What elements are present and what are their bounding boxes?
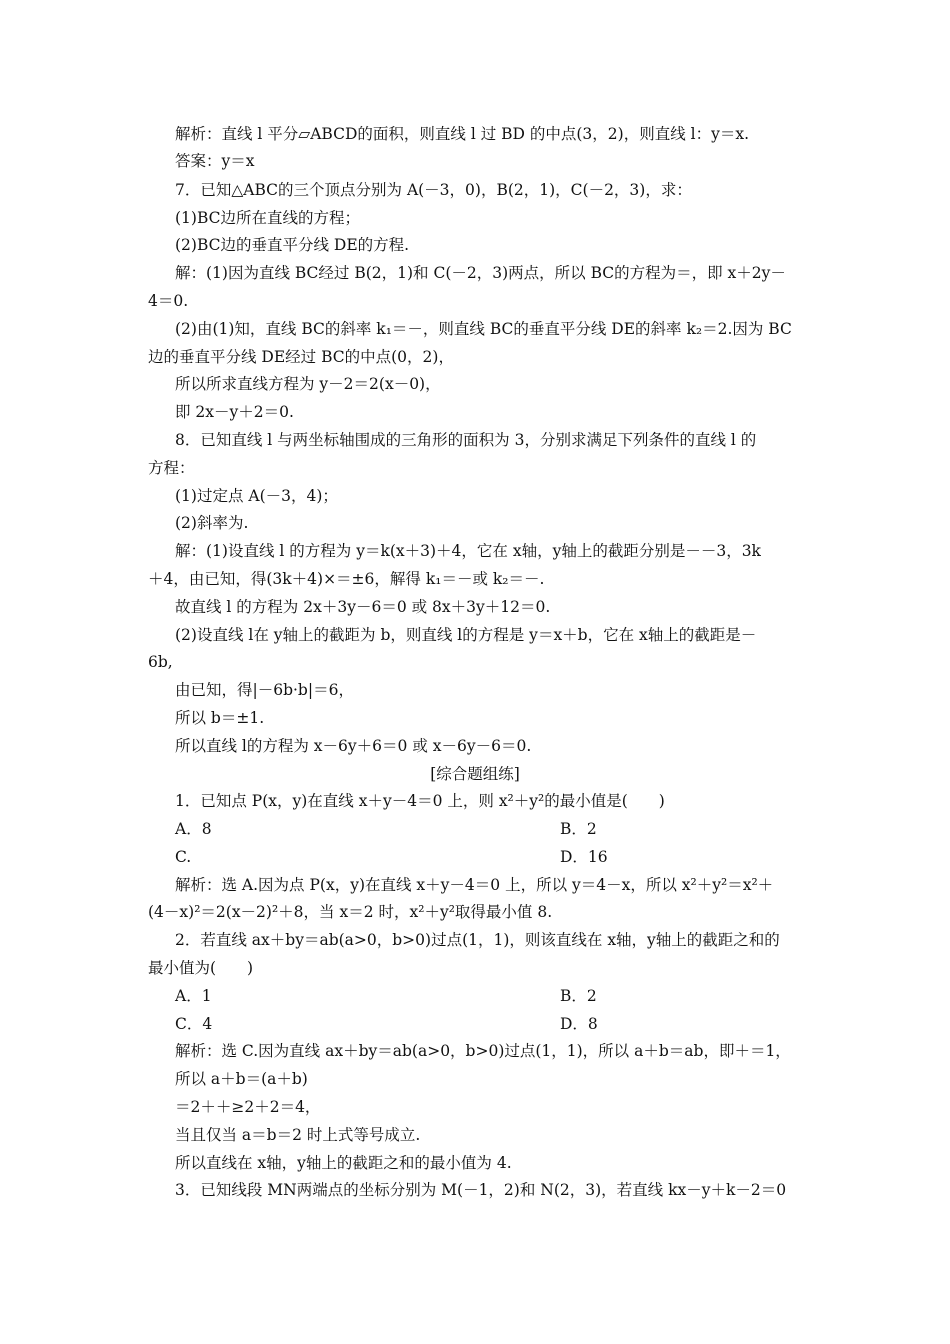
text-line: ＝2＋＋≥2＋2＝4， [175,1098,321,1116]
text-line: 方程： [148,459,195,477]
text-line: 所以直线 l的方程为 x－6y＋6＝0 或 x－6y－6＝0. [175,737,532,755]
text-line: 所以 b＝±1. [175,709,265,727]
text-line: 7．已知△ABC的三个顶点分别为 A(－3，0)，B(2，1)，C(－2，3)，求： [175,181,692,199]
text-line: 即 2x－y＋2＝0. [175,403,294,421]
option-b: B．2 [560,820,597,838]
option-d: D．16 [560,848,608,866]
text-line: 答案：y＝x [175,152,255,170]
text-line: 8．已知直线 l 与两坐标轴围成的三角形的面积为 3，分别求满足下列条件的直线 l 的 [175,431,757,449]
section-heading: [综合题组练] [430,765,520,783]
text-line: 4＝0. [148,292,189,310]
text-line: 6b, [148,653,173,671]
text-line: 解析：选 C.因为直线 ax＋by＝ab(a>0，b>0)过点(1，1)，所以 a＋b＝ab，即＋＝1， [175,1042,791,1060]
option-d: D．8 [560,1015,598,1033]
text-line: (2)由(1)知，直线 BC的斜率 k₁＝－，则直线 BC的垂直平分线 DE的斜率 k₂＝2.因为 BC [175,320,792,338]
option-a: A．1 [175,987,212,1005]
text-line: 解：(1)设直线 l 的方程为 y＝k(x＋3)＋4，它在 x轴，y轴上的截距分别是－－3，3k [175,542,761,560]
text-line: (2)斜率为. [175,514,249,532]
text-line: 1．已知点 P(x，y)在直线 x＋y－4＝0 上，则 x²＋y²的最小值是( ) [175,792,665,810]
text-line: (2)BC边的垂直平分线 DE的方程. [175,236,410,254]
text-line: 最小值为( ) [148,959,254,977]
text-line: 解：(1)因为直线 BC经过 B(2，1)和 C(－2，3)两点，所以 BC的方程为＝，即 x＋2y－ [175,264,786,282]
text-line: 边的垂直平分线 DE经过 BC的中点(0，2)， [148,348,454,366]
option-a: A．8 [175,820,212,838]
option-c: C．4 [175,1015,213,1033]
text-line: 所以 a＋b＝(a＋b) [175,1070,308,1088]
text-line: 所以直线在 x轴，y轴上的截距之和的最小值为 4. [175,1154,512,1172]
text-line: ＋4，由已知，得(3k＋4)×＝±6，解得 k₁＝－或 k₂＝－. [148,570,545,588]
text-line: (4－x)²＝2(x－2)²＋8，当 x＝2 时，x²＋y²取得最小值 8. [148,903,553,921]
option-b: B．2 [560,987,597,1005]
text-line: 2．若直线 ax＋by＝ab(a>0，b>0)过点(1，1)，则该直线在 x轴，y轴上的截距之和的 [175,931,780,949]
text-line: 解析：选 A.因为点 P(x，y)在直线 x＋y－4＝0 上，所以 y＝4－x，所以 x²＋y²＝x²＋ [175,876,774,894]
text-line: (1)过定点 A(－3，4)； [175,487,338,505]
text-line: 解析：直线 l 平分▱ABCD的面积，则直线 l 过 BD 的中点(3，2)，则直线 l：y＝x. [175,125,750,143]
text-line: 由已知，得|－6b·b|＝6， [175,681,354,699]
text-line: 3．已知线段 MN两端点的坐标分别为 M(－1，2)和 N(2，3)，若直线 kx－y＋k－2＝0 [175,1181,787,1199]
text-line: 所以所求直线方程为 y－2＝2(x－0)， [175,375,441,393]
text-line: 当且仅当 a＝b＝2 时上式等号成立. [175,1126,421,1144]
text-line: (2)设直线 l在 y轴上的截距为 b，则直线 l的方程是 y＝x＋b，它在 x轴上的截距是－ [175,626,757,644]
text-line: (1)BC边所在直线的方程； [175,209,360,227]
option-c: C. [175,848,192,866]
text-line: 故直线 l 的方程为 2x＋3y－6＝0 或 8x＋3y＋12＝0. [175,598,551,616]
